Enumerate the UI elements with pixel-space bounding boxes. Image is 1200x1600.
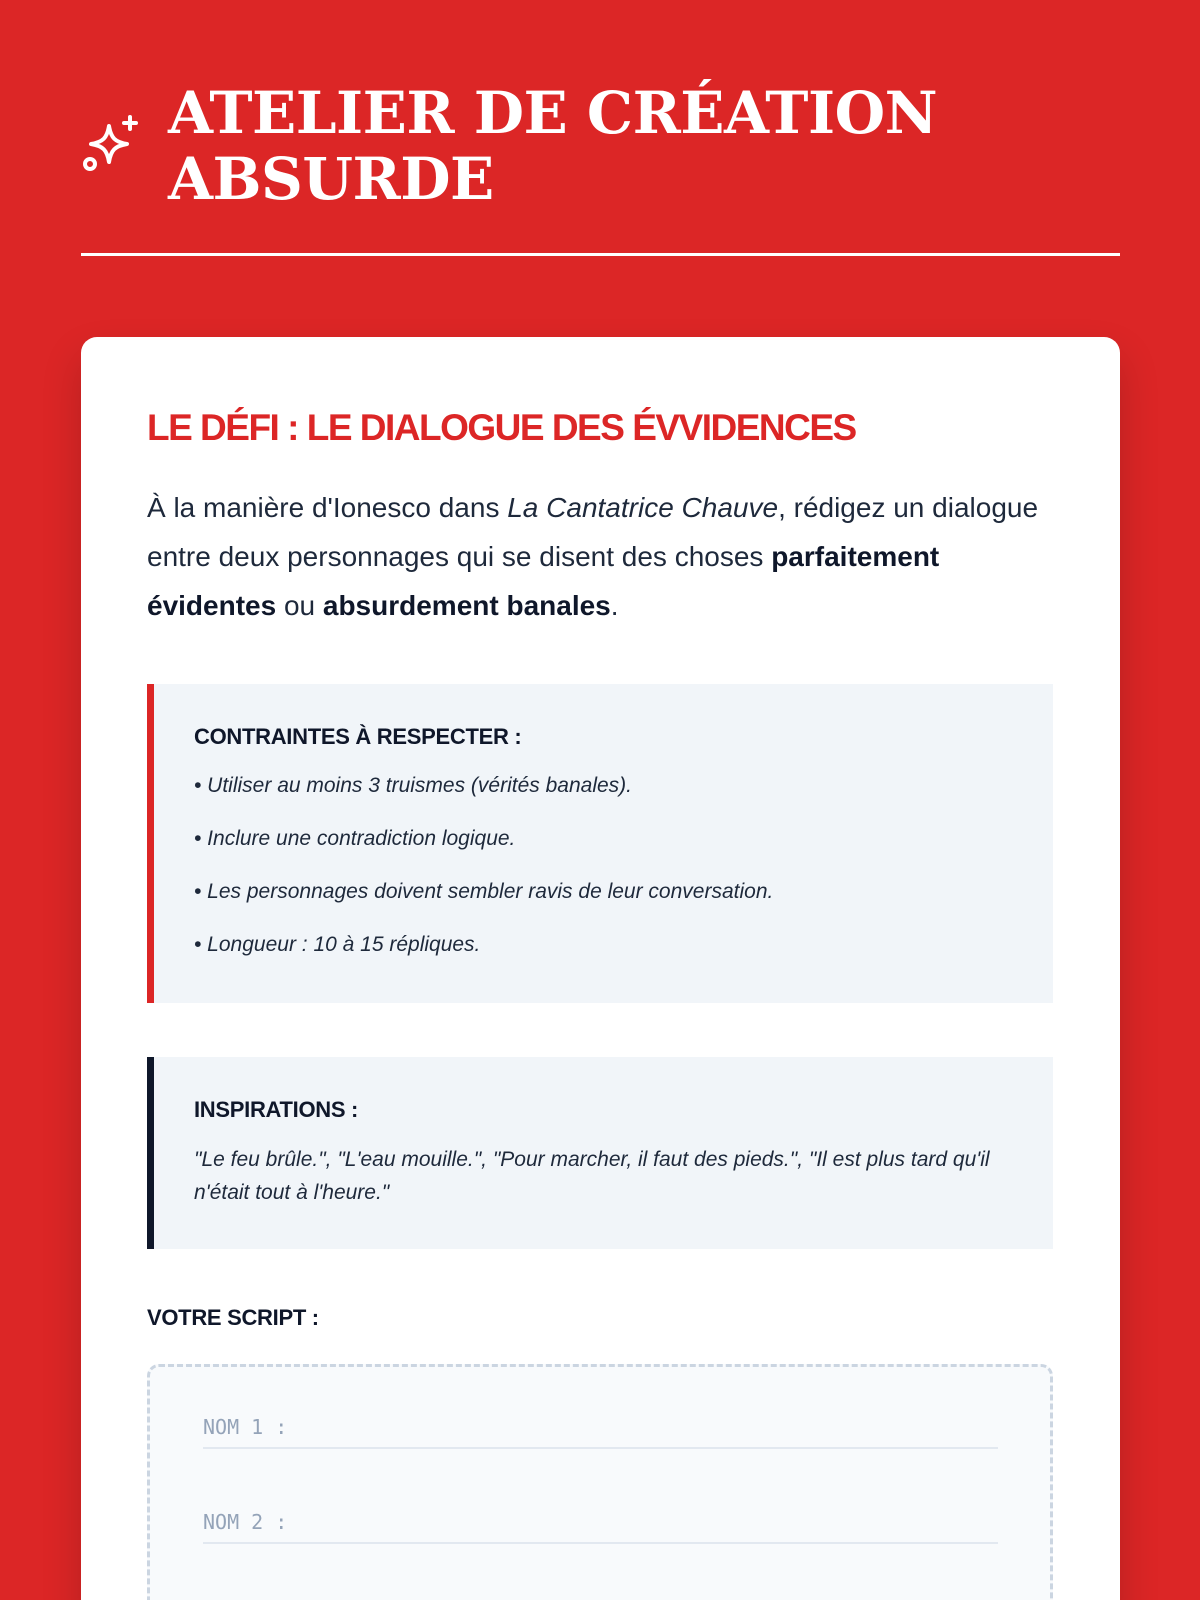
script-line-name-2[interactable]: NOM 2 : [203,1500,998,1544]
challenge-intro [147,483,1047,630]
app-title: ATELIER DE CRÉATION ABSURDE [168,79,938,213]
intro-emphasis-2: absurdement banales [322,590,611,621]
constraints-box [147,684,1053,1003]
intro-text-3: ou [276,590,323,621]
constraints-list [194,770,773,982]
header-row [81,80,1120,212]
intro-text-2: , rédigez un dialogue entre deux personnages qui se disent des choses [147,492,1039,572]
constraint-item: • Les personnages doivent sembler ravis de leur conversation. [194,880,774,903]
intro-emphasis-1: parfaitement évidentes [147,541,940,621]
challenge-title: LE DÉFI : LE DIALOGUE DES ÉVVIDENCES [147,407,856,448]
header-divider [81,253,1120,256]
page-header [81,80,1120,212]
inspirations-box [147,1057,1053,1249]
sparkle-icon [81,114,143,176]
script-editor[interactable] [147,1364,1053,1600]
intro-work-title: La Cantatrice Chauve [507,492,779,523]
constraint-item: • Inclure une contradiction logique. [194,827,516,850]
script-line-name-1[interactable]: NOM 1 : [203,1405,998,1449]
challenge-card [81,337,1120,1600]
intro-text-1: À la manière d'Ionesco dans [147,492,508,523]
inspirations-title: INSPIRATIONS : [194,1097,359,1122]
inspirations-text: "Le feu brûle.", "L'eau mouille.", "Pour marcher, il faut des pieds.", "Il est plus tard qu'il n'était tout à l'heure." [194,1148,990,1204]
constraints-title: CONTRAINTES À RESPECTER : [194,724,522,749]
constraint-item: • Utiliser au moins 3 truismes (vérités banales). [194,774,632,797]
intro-text-4: . [610,590,619,621]
script-label: VOTRE SCRIPT : [147,1305,319,1330]
constraint-item: • Longueur : 10 à 15 répliques. [194,933,481,956]
